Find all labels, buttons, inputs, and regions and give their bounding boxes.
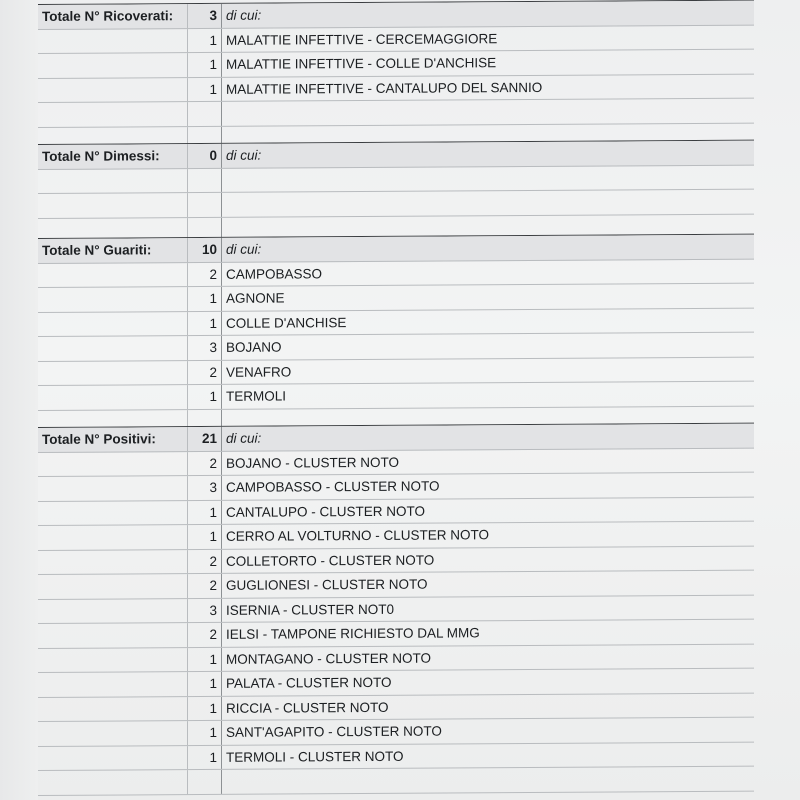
label-cell	[38, 263, 188, 287]
item-text: ISERNIA - CLUSTER NOT0	[226, 601, 395, 618]
total-label: Totale N° Ricoverati:	[38, 4, 188, 28]
item-count: 1	[188, 287, 222, 311]
item-count: 1	[188, 385, 222, 409]
label-cell	[38, 574, 188, 598]
item-text: BOJANO - CLUSTER NOTO	[226, 454, 400, 471]
label-cell	[38, 102, 188, 126]
count-cell	[188, 102, 222, 126]
item-count: 1	[188, 500, 222, 524]
label-cell	[38, 476, 188, 500]
total-count: 21	[188, 427, 222, 451]
item-text: IELSI - TAMPONE RICHIESTO DAL MMG	[226, 625, 480, 643]
empty-row	[38, 767, 754, 796]
dicui-label: di cui:	[226, 7, 262, 24]
count-cell	[188, 168, 222, 192]
report-table	[38, 0, 754, 780]
item-text: CERRO AL VOLTURNO - CLUSTER NOTO	[226, 527, 490, 545]
label-cell	[38, 599, 188, 623]
item-count: 2	[188, 623, 222, 647]
item-text: MALATTIE INFETTIVE - CANTALUPO DEL SANNIO	[226, 79, 543, 97]
item-count: 1	[188, 53, 222, 77]
section-guariti	[38, 234, 754, 435]
item-text: GUGLIONESI - CLUSTER NOTO	[226, 576, 428, 594]
item-count: 2	[188, 549, 222, 573]
dicui-label: di cui:	[226, 147, 262, 164]
item-text: BOJANO	[226, 339, 282, 356]
text-cell	[222, 102, 226, 126]
item-text: TERMOLI	[226, 388, 287, 405]
label-cell	[38, 29, 188, 53]
item-count: 1	[188, 696, 222, 720]
label-cell	[38, 336, 188, 360]
item-count: 3	[188, 476, 222, 500]
count-cell	[188, 770, 222, 794]
dicui-label: di cui:	[226, 430, 262, 447]
item-count: 2	[188, 360, 222, 384]
total-label: Totale N° Guariti:	[38, 238, 188, 262]
label-cell	[38, 697, 188, 721]
section-dimessi	[38, 140, 754, 243]
item-text: MALATTIE INFETTIVE - COLLE D'ANCHISE	[226, 55, 497, 73]
paper-margin	[0, 0, 38, 800]
item-text: PALATA - CLUSTER NOTO	[226, 675, 392, 692]
section-ricoverati	[38, 0, 754, 152]
text-cell	[222, 168, 226, 192]
count-cell	[188, 193, 222, 217]
label-cell	[38, 770, 188, 794]
item-text: RICCIA - CLUSTER NOTO	[226, 699, 389, 716]
label-cell	[38, 287, 188, 311]
label-cell	[38, 672, 188, 696]
label-cell	[38, 648, 188, 672]
item-text: CANTALUPO - CLUSTER NOTO	[226, 503, 426, 520]
total-count: 3	[188, 4, 222, 28]
item-count: 2	[188, 451, 222, 475]
item-count: 2	[188, 574, 222, 598]
total-count: 0	[188, 144, 222, 168]
total-label: Totale N° Dimessi:	[38, 144, 188, 168]
item-text: AGNONE	[226, 290, 285, 307]
item-text: COLLE D'ANCHISE	[226, 314, 347, 331]
item-text: COLLETORTO - CLUSTER NOTO	[226, 552, 435, 569]
total-count: 10	[188, 238, 222, 262]
label-cell	[38, 169, 188, 193]
text-cell	[222, 193, 226, 217]
label-cell	[38, 452, 188, 476]
label-cell	[38, 193, 188, 217]
item-text: MONTAGANO - CLUSTER NOTO	[226, 650, 432, 667]
label-cell	[38, 385, 188, 409]
item-count: 1	[188, 647, 222, 671]
label-cell	[38, 721, 188, 745]
item-count: 3	[188, 336, 222, 360]
label-cell	[38, 78, 188, 102]
item-text: SANT'AGAPITO - CLUSTER NOTO	[226, 723, 442, 741]
item-count: 1	[188, 525, 222, 549]
item-count: 1	[188, 745, 222, 769]
label-cell	[38, 746, 188, 770]
item-count: 1	[188, 721, 222, 745]
item-text: CAMPOBASSO - CLUSTER NOTO	[226, 478, 440, 496]
item-count: 2	[188, 262, 222, 286]
item-count: 1	[188, 28, 222, 52]
label-cell	[38, 550, 188, 574]
label-cell	[38, 525, 188, 549]
label-cell	[38, 501, 188, 525]
item-text: VENAFRO	[226, 364, 292, 380]
label-cell	[38, 53, 188, 77]
item-count: 1	[188, 77, 222, 101]
item-count: 1	[188, 672, 222, 696]
item-text: MALATTIE INFETTIVE - CERCEMAGGIORE	[226, 30, 498, 48]
item-count: 1	[188, 311, 222, 335]
item-text: CAMPOBASSO	[226, 266, 323, 282]
label-cell	[38, 623, 188, 647]
item-count: 3	[188, 598, 222, 622]
text-cell	[222, 770, 226, 794]
item-text: TERMOLI - CLUSTER NOTO	[226, 748, 404, 765]
section-positivi	[38, 423, 754, 796]
label-cell	[38, 361, 188, 385]
label-cell	[38, 312, 188, 336]
dicui-label: di cui:	[226, 241, 262, 258]
total-label: Totale N° Positivi:	[38, 427, 188, 451]
